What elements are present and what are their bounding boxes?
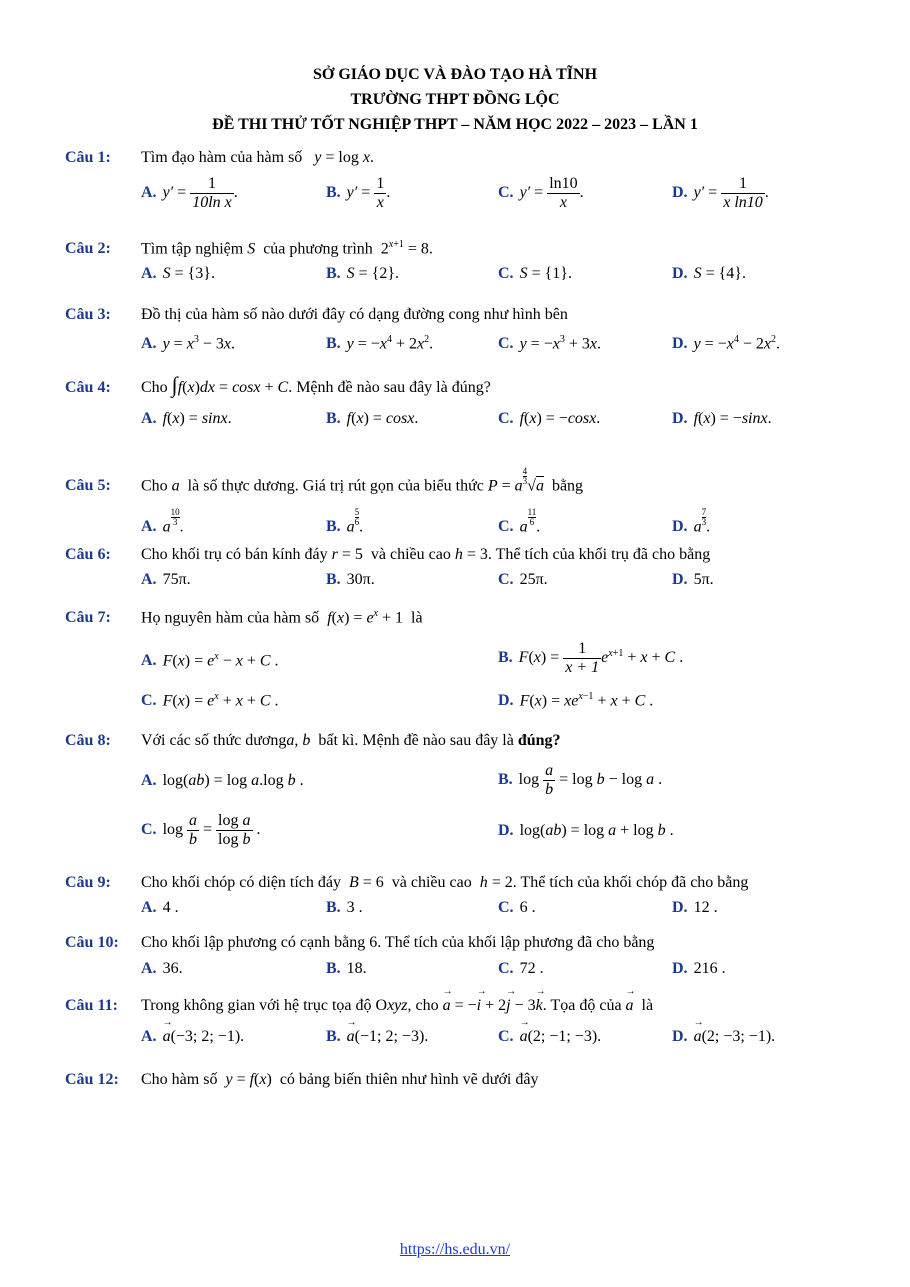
question-10: Câu 10: Cho khối lập phương có cạnh bằng 6. Thể tích của khối lập phương đã cho bằng — [65, 934, 655, 951]
q6-option-b: B. 30π. — [326, 571, 375, 588]
q4-option-a: A. f(x) = sinx. — [141, 410, 232, 427]
q11-option-d: D.→ a(2; −3; −1). — [672, 1028, 775, 1046]
question-7: Câu 7: Họ nguyên hàm của hàm số $f(x) = e^x + 1$ là — [65, 608, 423, 627]
q1-option-c: C. y′ = $\frac{\ln 10}{x}$ . — [498, 175, 584, 211]
question-5: Câu 5: Cho a là số thực dương. Giá trị rút gọn của biểu thức P = a $\frac{4}{3}√a$ bằng — [65, 466, 584, 495]
q6-option-a: A. 75π. — [141, 571, 191, 588]
question-11: Câu 11: Trong không gian với hệ trục tọa độ Oxyz, cho → a = −→ i + 2→ j − 3→ k. Tọa độ của → a là — [65, 997, 653, 1015]
q10-option-c: C. 72 . — [498, 960, 544, 977]
question-1: Câu 1: Tìm đạo hàm của hàm số y = log x. — [65, 149, 374, 166]
question-8: Câu 8: Với các số thức dươnga, b bất kì. Mệnh đề nào sau đây là đúng? — [65, 732, 561, 749]
header-department: SỞ GIÁO DỤC VÀ ĐÀO TẠO HÀ TĨNH — [312, 66, 598, 83]
q5-option-b: B. a $\frac{5}{6}$. — [326, 507, 364, 536]
header-exam-title: ĐỀ THI THỬ TỐT NGHIỆP THPT – NĂM HỌC 2022 – 2023 – LẦN 1 — [212, 116, 698, 133]
q4-option-b: B. f(x) = cosx. — [326, 410, 419, 427]
q2-option-a: A. S = {3}. — [141, 265, 215, 282]
q11-option-c: C.→ a(2; −1; −3). — [498, 1028, 601, 1046]
q4-option-c: C. f(x) = −cosx. — [498, 410, 601, 427]
question-6: Câu 6: Cho khối trụ có bán kính đáy r = 5 và chiều cao h = 3. Thể tích của khối trụ đã cho bằng — [65, 546, 711, 563]
q7-option-a: A. $F(x) = e^x - x + C$ . — [141, 651, 279, 670]
header-school: TRƯỜNG THPT ĐỒNG LỘC — [350, 91, 560, 108]
q7-option-d: D. $F(x) = xe^{x-1} + x + C$ . — [498, 691, 654, 710]
footer-link[interactable]: https://hs.edu.vn/ — [399, 1241, 511, 1258]
q7-option-c: C. $F(x) = e^x + x + C$ . — [141, 691, 279, 710]
question-12: Câu 12: Cho hàm số y = f(x) có bảng biến thiên như hình vẽ dưới đây — [65, 1071, 539, 1088]
question-label: Câu 1: — [65, 149, 111, 166]
q1-option-d: D. y′ = $\frac{1}{\text{x ln10}}$ . — [672, 175, 769, 211]
q9-option-c: C. 6 . — [498, 899, 536, 916]
q9-option-b: B. 3 . — [326, 899, 363, 916]
q3-option-c: C. $y = -x^3 + 3x$. — [498, 334, 601, 353]
q3-option-b: B. $y = -x^4 + 2x^2$. — [326, 334, 434, 353]
q6-option-c: C. 25π. — [498, 571, 548, 588]
q2-option-b: B. S = {2}. — [326, 265, 400, 282]
q3-option-d: D. $y = -x^4 - 2x^2$. — [672, 334, 780, 353]
q3-option-a: A. $y = x^3 - 3x$. — [141, 334, 235, 353]
q11-option-a: A.→ a(−3; 2; −1). — [141, 1028, 244, 1046]
q5-option-c: C. a $\frac{11}{6}$. — [498, 507, 541, 536]
q11-option-b: B.→ a(−1; 2; −3). — [326, 1028, 428, 1046]
q5-option-a: A. a $\frac{10}{3}$. — [141, 507, 184, 536]
q1-option-b: B. y′ = $\frac{1}{x}$ . — [326, 175, 391, 211]
question-2: Câu 2: Tìm tập nghiệm S của phương trình $2^{x+1} = 8$. — [65, 239, 433, 258]
q2-option-d: D. S = {4}. — [672, 265, 746, 282]
q4-option-d: D. f(x) = −sinx. — [672, 410, 772, 427]
q6-option-d: D. 5π. — [672, 571, 714, 588]
q10-option-b: B. 18. — [326, 960, 367, 977]
q8-option-d: D. log(ab) = log a + log b . — [498, 822, 674, 839]
q9-option-d: D. 12 . — [672, 899, 718, 916]
q8-option-b: B. log $\frac{a}{b}$ = log b − log a . — [498, 762, 663, 798]
q2-option-c: C. S = {1}. — [498, 265, 572, 282]
q7-option-b: B. F(x) = $\frac{1}{x + 1}$ $e^{x+1} + x + C$ . — [498, 640, 684, 676]
question-9: Câu 9: Cho khối chóp có diện tích đáy B = 6 và chiều cao h = 2. Thể tích của khối chóp đã cho bằng — [65, 874, 749, 891]
q9-option-a: A. 4 . — [141, 899, 179, 916]
q10-option-d: D. 216 . — [672, 960, 726, 977]
q1-option-a: A. y′ = $\frac{1}{\text{10ln x}}$ . — [141, 175, 238, 211]
q8-option-c: C. log $\frac{a}{b}$ = $\frac{\text{log a}}{\text{log b}}$ . — [141, 812, 261, 848]
question-4: Câu 4: Cho ∫f(x)dx = cosx + C. Mệnh đề nào sau đây là đúng? — [65, 372, 491, 397]
q5-option-d: D. a $\frac{7}{3}$. — [672, 507, 711, 536]
q10-option-a: A. 36. — [141, 960, 183, 977]
question-3: Câu 3: Đồ thị của hàm số nào dưới đây có dạng đường cong như hình bên — [65, 306, 568, 323]
q8-option-a: A. log(ab) = log a.log b . — [141, 772, 304, 789]
